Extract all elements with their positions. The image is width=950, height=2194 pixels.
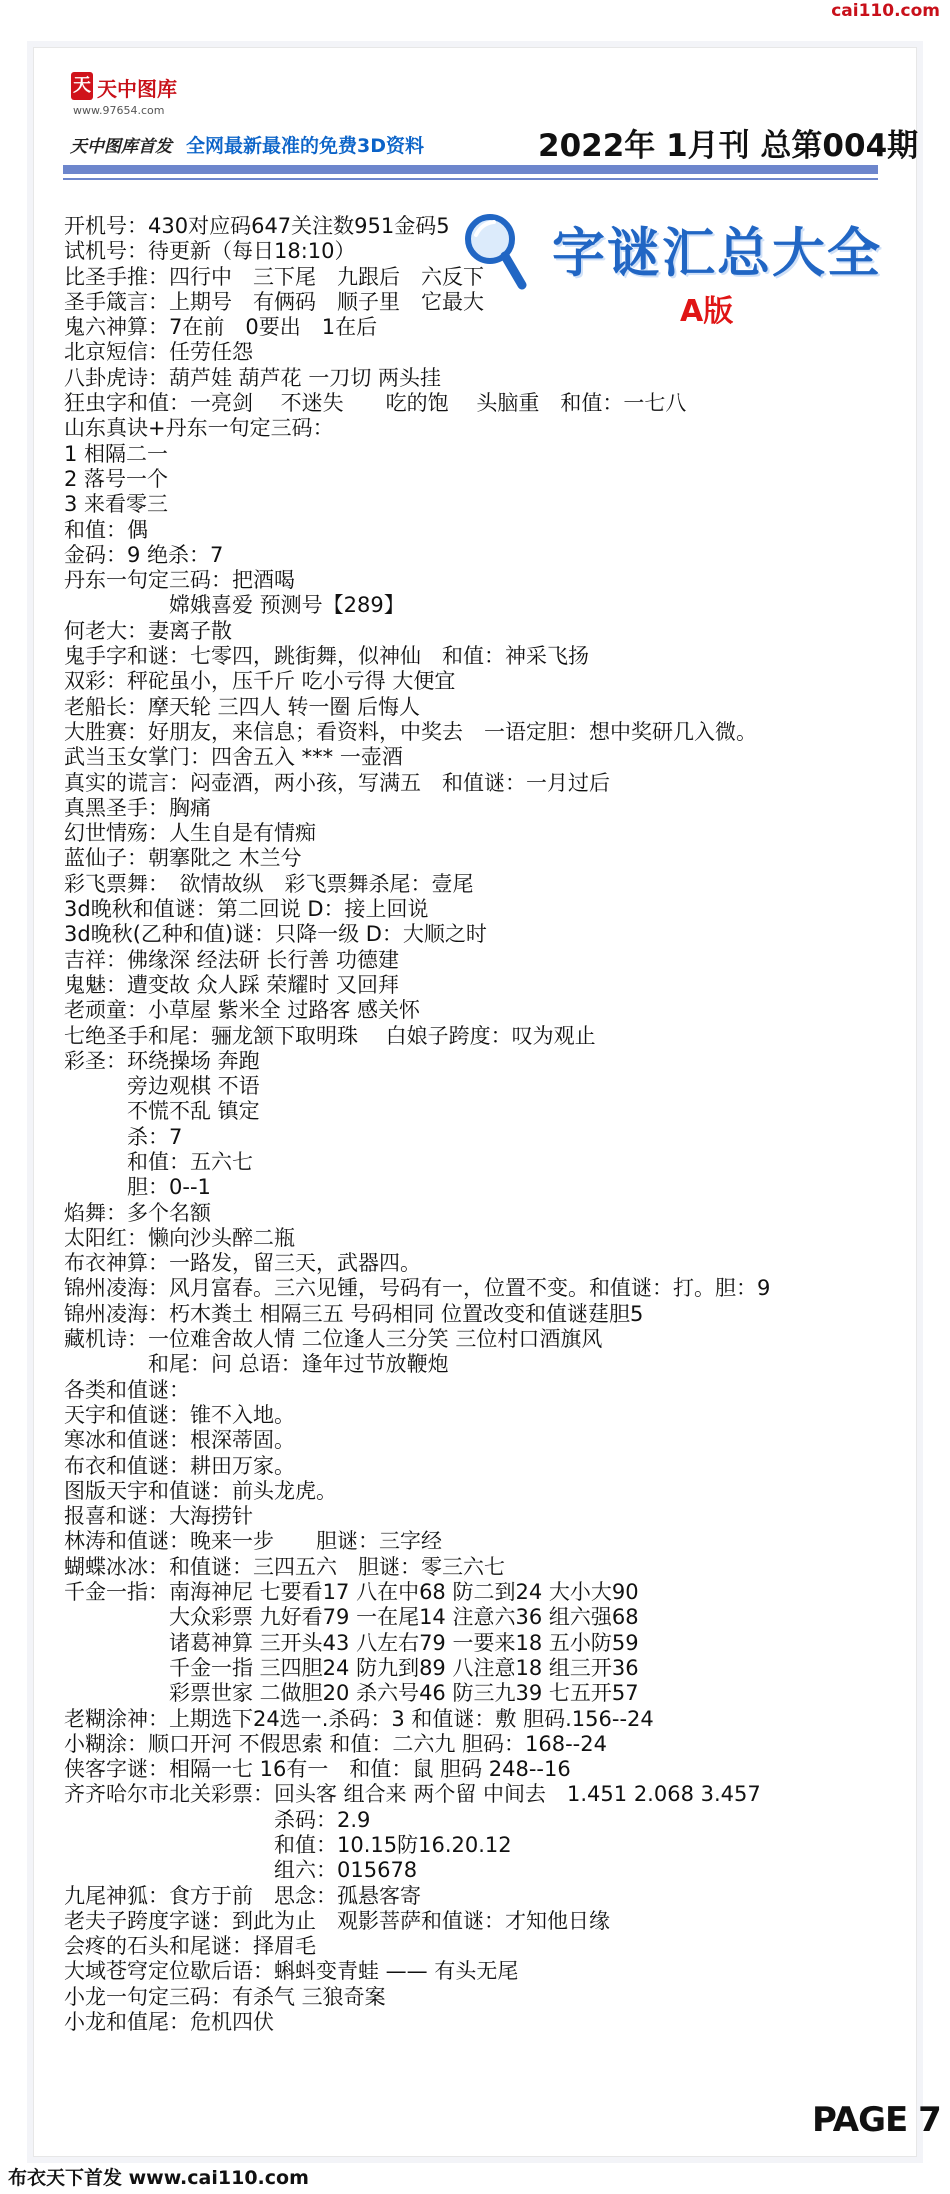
riddle-line: 真实的谎言：闷壶酒，两小孩，写满五 和值谜：一月过后 — [64, 770, 610, 795]
riddle-line: 武当玉女掌门：四舍五入 *** 一壶酒 — [64, 745, 403, 770]
riddle-line: 大众彩票 九好看79 一在尾14 注意六36 组六强68 — [64, 1605, 639, 1630]
riddle-line: 各类和值谜： — [64, 1377, 190, 1402]
riddle-line: 千金一指：南海神尼 七要看17 八在中68 防二到24 大小大90 — [64, 1580, 639, 1605]
riddle-line: 和值：10.15防16.20.12 — [64, 1833, 512, 1857]
riddle-line: 锦州凌海：朽木粪土 相隔三五 号码相同 位置改变和值谜莛胆5 — [64, 1301, 644, 1326]
riddle-line: 老糊涂神：上期选下24选一.杀码：3 和值谜：敷 胆码.156--24 — [64, 1706, 654, 1731]
riddle-line: 报喜和谜：大海捞针 — [64, 1504, 253, 1529]
riddle-line: 狂虫字和值：一亮剑 不迷失 吃的饱 头脑重 和值：一七八 — [64, 391, 687, 416]
riddle-line: 寒冰和值谜：根深蒂固。 — [64, 1428, 295, 1453]
riddle-line: 老顽童：小草屋 紫米全 过路客 感关怀 — [64, 998, 421, 1023]
riddle-line: 试机号：待更新（每日18:10） — [64, 239, 356, 264]
riddle-line: 组六：015678 — [64, 1858, 418, 1883]
riddle-line: 真黑圣手：胸痛 — [64, 795, 211, 820]
page-title: 字谜汇总大全 — [552, 223, 882, 284]
riddle-line: 焰舞：多个名额 — [64, 1200, 211, 1225]
riddle-line: 比圣手推：四行中 三下尾 九跟后 六反下 — [64, 264, 484, 289]
logo-mark: 天 — [71, 72, 93, 100]
riddle-line: 九尾神狐：食方于前 思念：孤悬客寄 — [64, 1883, 421, 1908]
riddle-line: 天宇和值谜：锥不入地。 — [64, 1402, 295, 1427]
riddle-line: 布衣和值谜：耕田万家。 — [64, 1453, 295, 1478]
riddle-line: 小龙和值尾：危机四伏 — [64, 2010, 274, 2035]
riddle-line: 彩票世家 二做胆20 杀六号46 防三九39 七五开57 — [64, 1681, 639, 1706]
riddle-line: 金码：9 绝杀：7 — [64, 542, 224, 567]
riddle-line: 八卦虎诗：葫芦娃 葫芦花 一刀切 两头挂 — [64, 365, 442, 390]
version-label: A版 — [680, 294, 734, 329]
riddle-line: 大域苍穹定位歇后语：蝌蚪变青蛙 —— 有头无尾 — [64, 1959, 519, 1984]
riddle-line: 和尾：问 总语：逢年过节放鞭炮 — [64, 1352, 449, 1377]
riddle-line: 蝴蝶冰冰：和值谜：三四五六 胆谜：零三六七 — [64, 1554, 505, 1579]
riddle-line: 鬼手字和谜：七零四，跳街舞，似神仙 和值：神采飞扬 — [64, 644, 589, 669]
riddle-line: 胆：0--1 — [64, 1175, 211, 1200]
riddle-line: 侠客字谜：相隔一七 16有一 和值：鼠 胆码 248--16 — [64, 1757, 571, 1782]
riddle-line: 千金一指 三四胆24 防九到89 八注意18 组三开36 — [64, 1655, 639, 1680]
riddle-line: 小龙一句定三码：有杀气 三狼奇案 — [64, 1984, 386, 2009]
logo-name: 天中图库 — [97, 77, 177, 101]
riddle-line: 1 相隔二一 — [64, 441, 169, 466]
riddle-line: 大胜赛：好朋友，来信息；看资料，中奖去 一语定胆：想中奖研几入微。 — [64, 719, 757, 744]
header-divider-thin — [63, 178, 878, 180]
riddle-line: 和值：五六七 — [64, 1149, 253, 1174]
riddle-line: 不慌不乱 镇定 — [64, 1099, 260, 1124]
riddle-line: 圣手箴言：上期号 有俩码 顺子里 它最大 — [64, 289, 484, 314]
riddle-line: 和值：偶 — [64, 517, 148, 542]
riddle-line: 彩飞票舞： 欲情故纵 彩飞票舞杀尾：壹尾 — [64, 871, 474, 896]
riddle-line: 鬼六神算：7在前 0要出 1在后 — [64, 315, 378, 340]
riddle-line: 吉祥：佛缘深 经法研 长行善 功德建 — [64, 947, 400, 972]
riddle-line: 太阳红：懒向沙头醉二瓶 — [64, 1225, 295, 1250]
footer-banner: 布衣天下首发 www.cai110.com — [0, 2163, 950, 2194]
riddle-line: 小糊涂：顺口开河 不假思索 和值：二六九 胆码：168--24 — [64, 1731, 607, 1756]
riddle-line: 诸葛神算 三开头43 八左右79 一要来18 五小防59 — [64, 1630, 639, 1655]
riddle-line: 嫦娥喜爱 预测号【289】 — [64, 593, 405, 618]
slogan-secondary: 全网最新最准的免费3D资料 — [186, 135, 424, 157]
riddle-line: 旁边观棋 不语 — [64, 1074, 260, 1099]
riddle-line: 藏机诗：一位难舍故人情 二位逢人三分笑 三位村口酒旗风 — [64, 1327, 603, 1352]
riddle-line: 丹东一句定三码：把酒喝 — [64, 568, 295, 593]
riddle-line: 3 来看零三 — [64, 492, 169, 517]
riddle-line: 会疼的石头和尾谜：择眉毛 — [64, 1934, 316, 1959]
riddle-line: 幻世情殇：人生自是有情痴 — [64, 821, 316, 846]
header-divider — [63, 165, 878, 174]
riddle-line: 老船长：摩天轮 三四人 转一圈 后悔人 — [64, 694, 421, 719]
riddle-line: 3d晚秋(乙种和值)谜：只降一级 D：大顺之时 — [64, 922, 487, 947]
riddle-line: 锦州凌海：风月富春。三六见锺，号码有一，位置不变。和值谜：打。胆：9 — [64, 1276, 771, 1301]
page-number: PAGE 7 — [812, 2100, 941, 2140]
riddle-line: 图版天宇和值谜：前头龙虎。 — [64, 1478, 337, 1503]
riddle-line: 布衣神算：一路发，留三天，武器四。 — [64, 1251, 421, 1276]
site-watermark: cai110.com — [821, 0, 950, 22]
riddle-line: 鬼魅：遭变故 众人踩 荣耀时 又回拜 — [64, 972, 400, 997]
riddle-line: 双彩：秤砣虽小，压千斤 吃小亏得 大便宜 — [64, 669, 456, 694]
slogan-primary: 天中图库首发 — [70, 137, 172, 157]
riddle-line: 山东真诀+丹东一句定三码： — [64, 416, 334, 441]
logo — [71, 72, 221, 126]
riddle-line: 杀码：2.9 — [64, 1807, 371, 1832]
riddle-line: 杀：7 — [64, 1124, 183, 1149]
riddle-list — [64, 214, 771, 2035]
riddle-line: 林涛和值谜：晚来一步 胆谜：三字经 — [64, 1529, 442, 1554]
logo-url: www.97654.com — [73, 104, 165, 117]
riddle-line: 蓝仙子：朝搴阰之 木兰兮 — [64, 846, 302, 871]
riddle-line: 2 落号一个 — [64, 466, 169, 491]
riddle-line: 彩圣：环绕操场 奔跑 — [64, 1048, 260, 1073]
riddle-line: 北京短信：任劳任怨 — [64, 340, 253, 365]
riddle-line: 七绝圣手和尾：骊龙颔下取明珠 白娘子跨度：叹为观止 — [64, 1023, 596, 1048]
riddle-line: 开机号：430对应码647关注数951金码5 — [64, 214, 450, 238]
issue-label: 2022年 1月刊 总第004期 — [538, 128, 919, 164]
riddle-line: 3d晚秋和值谜：第二回说 D：接上回说 — [64, 897, 429, 922]
riddle-line: 老夫子跨度字谜：到此为止 观影菩萨和值谜：才知他日缘 — [64, 1908, 610, 1933]
riddle-line: 何老大：妻离子散 — [64, 618, 232, 643]
top-bar — [0, 0, 950, 24]
riddle-line: 齐齐哈尔市北关彩票：回头客 组合来 两个留 中间去 1.451 2.068 3.457 — [64, 1782, 761, 1807]
